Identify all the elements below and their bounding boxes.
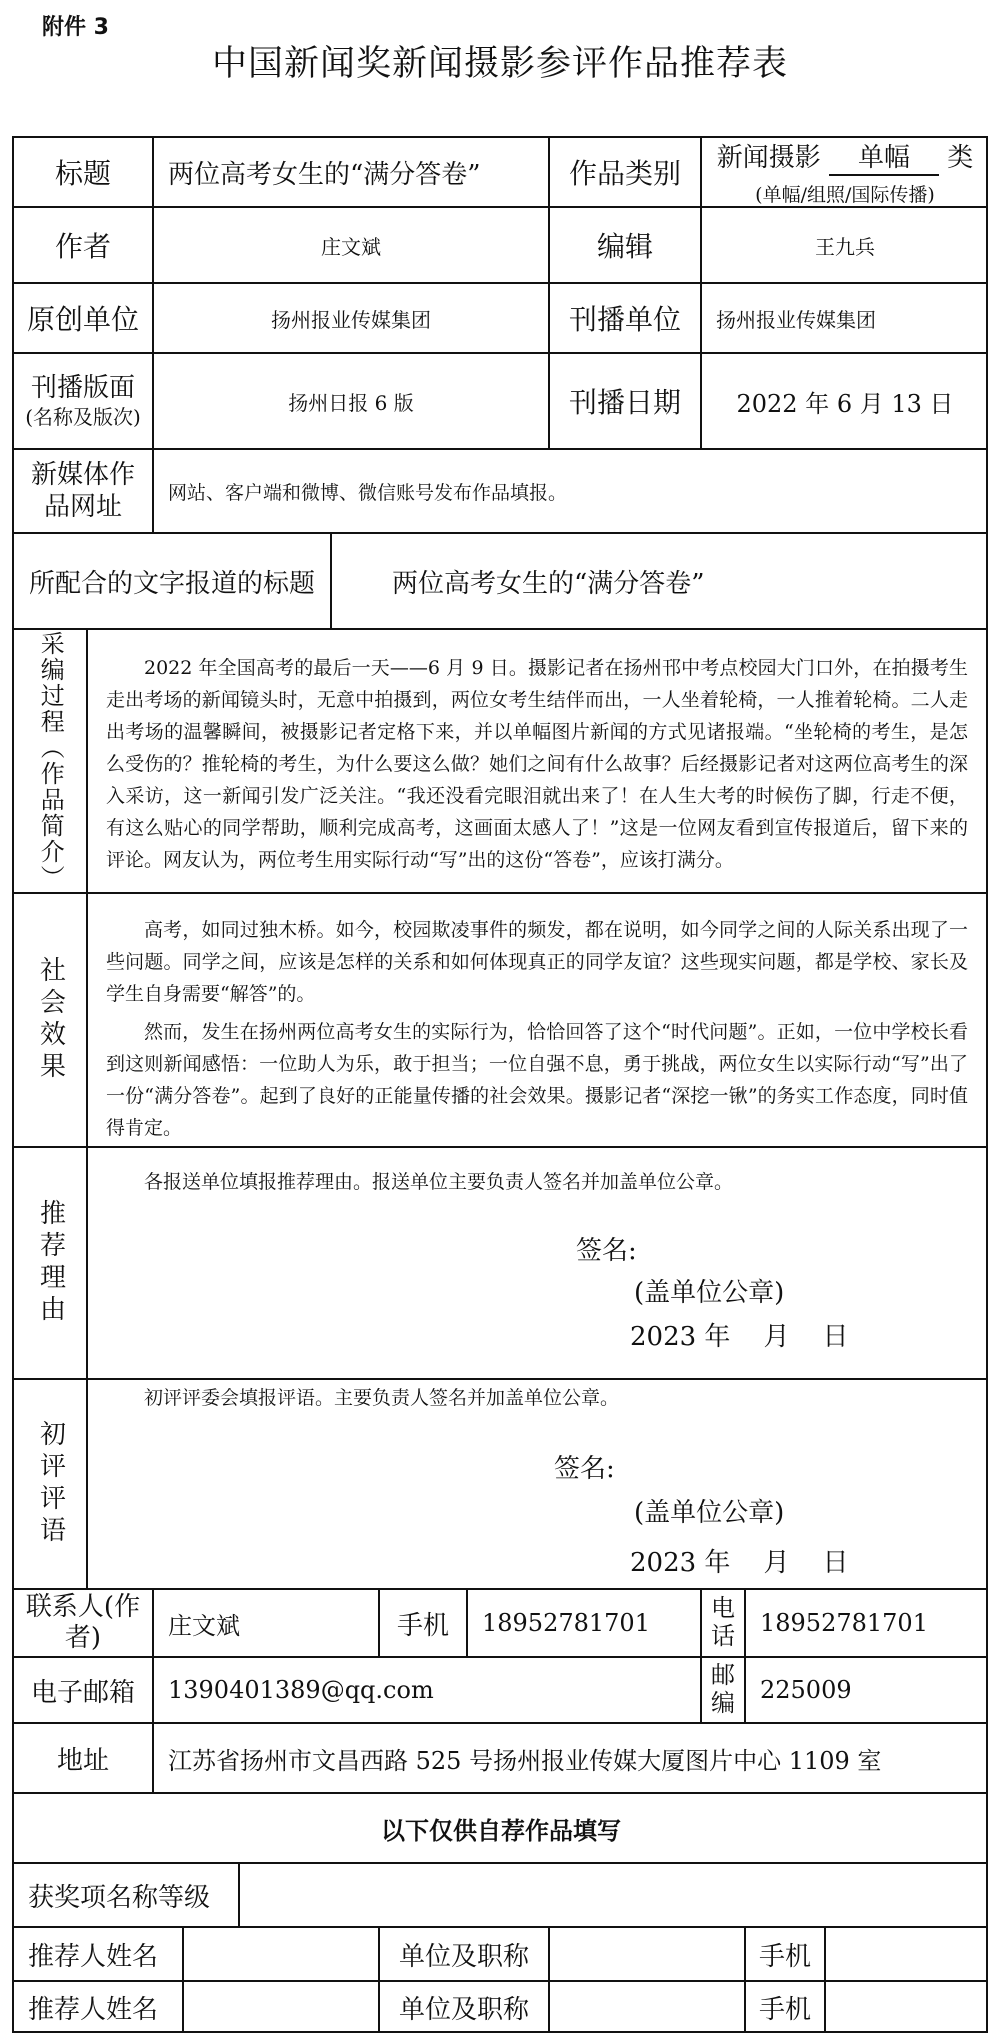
recommender-2-unit-label: 单位及职称	[380, 1982, 550, 2033]
self-recommend-heading: 以下仅供自荐作品填写	[14, 1794, 988, 1864]
author-value: 庄文斌	[154, 208, 550, 284]
publish-date-label: 刊播日期	[550, 354, 702, 450]
award-name-label: 获奖项名称等级	[14, 1864, 240, 1928]
origin-unit-value: 扬州报业传媒集团	[154, 284, 550, 354]
recommender-2-unit-field[interactable]	[550, 1982, 746, 2033]
address-value: 江苏省扬州市文昌西路 525 号扬州报业传媒大厦图片中心 1109 室	[154, 1724, 988, 1794]
recommender-1-mobile-field[interactable]	[826, 1928, 988, 1982]
recommender-2-label: 推荐人姓名	[14, 1982, 184, 2033]
related-title-label: 所配合的文字报道的标题	[14, 534, 332, 630]
category-fill: 单幅	[829, 138, 939, 176]
form-title: 中国新闻奖新闻摄影参评作品推荐表	[211, 44, 788, 84]
contact-value: 庄文斌	[154, 1590, 380, 1658]
recommender-2-mobile-field[interactable]	[826, 1982, 988, 2033]
category-label: 作品类别	[550, 138, 702, 208]
new-media-value: 网站、客户端和微博、微信账号发布作品填报。	[154, 450, 988, 534]
review-date: 2023 年 月 日	[630, 1548, 849, 1578]
review-signature: 签名:	[554, 1454, 615, 1484]
publish-date-value: 2022 年 6 月 13 日	[702, 354, 988, 450]
recommendation-form-table	[12, 136, 988, 2033]
effect-label: 社会效果	[35, 956, 66, 1084]
review-seal: (盖单位公章)	[634, 1498, 785, 1528]
contact-label: 联系人(作者)	[14, 1590, 154, 1658]
phone-value: 18952781701	[746, 1590, 988, 1658]
award-name-field[interactable]	[240, 1864, 988, 1928]
publish-unit-value: 扬州报业传媒集团	[702, 284, 988, 354]
review-cell	[88, 1380, 988, 1590]
reason-cell	[88, 1148, 988, 1380]
attachment-label: 附件 3	[42, 15, 109, 40]
editor-label: 编辑	[550, 208, 702, 284]
category-suffix: 类	[947, 143, 974, 173]
publish-unit-label: 刊播单位	[550, 284, 702, 354]
review-note: 初评评委会填报评语。主要负责人签名并加盖单位公章。	[144, 1387, 620, 1409]
review-label-cell	[14, 1380, 88, 1590]
effect-paragraph-2: 然而，发生在扬州两位高考女生的实际行为，恰恰回答了这个“时代问题”。正如，一位中学校长看到这则新闻感悟：一位助人为乐，敢于担当；一位自强不息，勇于挑战，两位女生以实际行动“写”出了一份“满分答卷”。起到了良好的正能量传播的社会效果。摄影记者“深挖一锹”的务实工作态度，同时值得肯定。	[106, 1021, 968, 1139]
recommender-2-field[interactable]	[184, 1982, 380, 2033]
effect-paragraph-1: 高考，如同过独木桥。如今，校园欺凌事件的频发，都在说明，如今同学之间的人际关系出现了一些问题。同学之间，应该是怎样的关系和如何体现真正的同学友谊？这些现实问题，都是学校、家长及学生自身需要“解答”的。	[106, 919, 968, 1005]
address-label: 地址	[14, 1724, 154, 1794]
headline-value: 两位高考女生的“满分答卷”	[154, 138, 550, 208]
reason-signature: 签名:	[576, 1236, 637, 1266]
author-label: 作者	[14, 208, 154, 284]
email-value: 1390401389@qq.com	[154, 1658, 702, 1724]
headline-label: 标题	[14, 138, 154, 208]
layout-label	[14, 354, 154, 450]
process-label: 采编过程（作品简介）	[36, 631, 65, 891]
category-value	[702, 138, 988, 208]
effect-cell	[88, 894, 988, 1148]
layout-value: 扬州日报 6 版	[154, 354, 550, 450]
recommender-2-mobile-label: 手机	[746, 1982, 826, 2033]
process-text: 2022 年全国高考的最后一天——6 月 9 日。摄影记者在扬州邗中考点校园大门口外，在拍摄考生走出考场的新闻镜头时，无意中拍摄到，两位女考生结伴而出，一人坐着轮椅，一人推着轮椅。二人走出考场的温馨瞬间，被摄影记者定格下来，并以单幅图片新闻的方式见诸报端。“坐轮椅的考生，是怎么受伤的？推轮椅的考生，为什么要这么做？她们之间有什么故事？后经摄影记者对这两位高考生的深入采访，这一新闻引发广泛关注。“我还没看完眼泪就出来了！在人生大考的时候伤了脚，行走不便，有这么贴心的同学帮助，顺利完成高考，这画面太感人了！”这是一位网友看到宣传报道后，留下来的评论。网友认为，两位考生用实际行动“写”出的这份“答卷”，应该打满分。	[106, 657, 968, 871]
process-label-cell	[14, 630, 88, 894]
reason-label-cell	[14, 1148, 88, 1380]
reason-label: 推荐理由	[35, 1199, 66, 1327]
phone-label: 电话	[702, 1590, 746, 1658]
mobile-value: 18952781701	[468, 1590, 702, 1658]
recommender-1-mobile-label: 手机	[746, 1928, 826, 1982]
postcode-value: 225009	[746, 1658, 988, 1724]
editor-value: 王九兵	[702, 208, 988, 284]
layout-label-sub: (名称及版次)	[25, 404, 141, 429]
process-cell	[88, 630, 988, 894]
recommender-1-field[interactable]	[184, 1928, 380, 1982]
recommender-1-unit-field[interactable]	[550, 1928, 746, 1982]
category-prefix: 新闻摄影	[716, 143, 821, 173]
postcode-label: 邮编	[702, 1658, 746, 1724]
review-label: 初评评语	[35, 1420, 66, 1548]
reason-seal: (盖单位公章)	[634, 1278, 785, 1308]
category-options: (单幅/组照/国际传播)	[755, 184, 935, 206]
reason-date: 2023 年 月 日	[630, 1322, 849, 1352]
origin-unit-label: 原创单位	[14, 284, 154, 354]
effect-label-cell	[14, 894, 88, 1148]
new-media-label: 新媒体作品网址	[14, 450, 154, 534]
layout-label-main: 刊播版面	[30, 373, 135, 404]
recommender-1-unit-label: 单位及职称	[380, 1928, 550, 1982]
email-label: 电子邮箱	[14, 1658, 154, 1724]
reason-note: 各报送单位填报推荐理由。报送单位主要负责人签名并加盖单位公章。	[144, 1171, 734, 1193]
recommender-1-label: 推荐人姓名	[14, 1928, 184, 1982]
mobile-label: 手机	[380, 1590, 468, 1658]
related-title-value: 两位高考女生的“满分答卷”	[332, 534, 988, 630]
